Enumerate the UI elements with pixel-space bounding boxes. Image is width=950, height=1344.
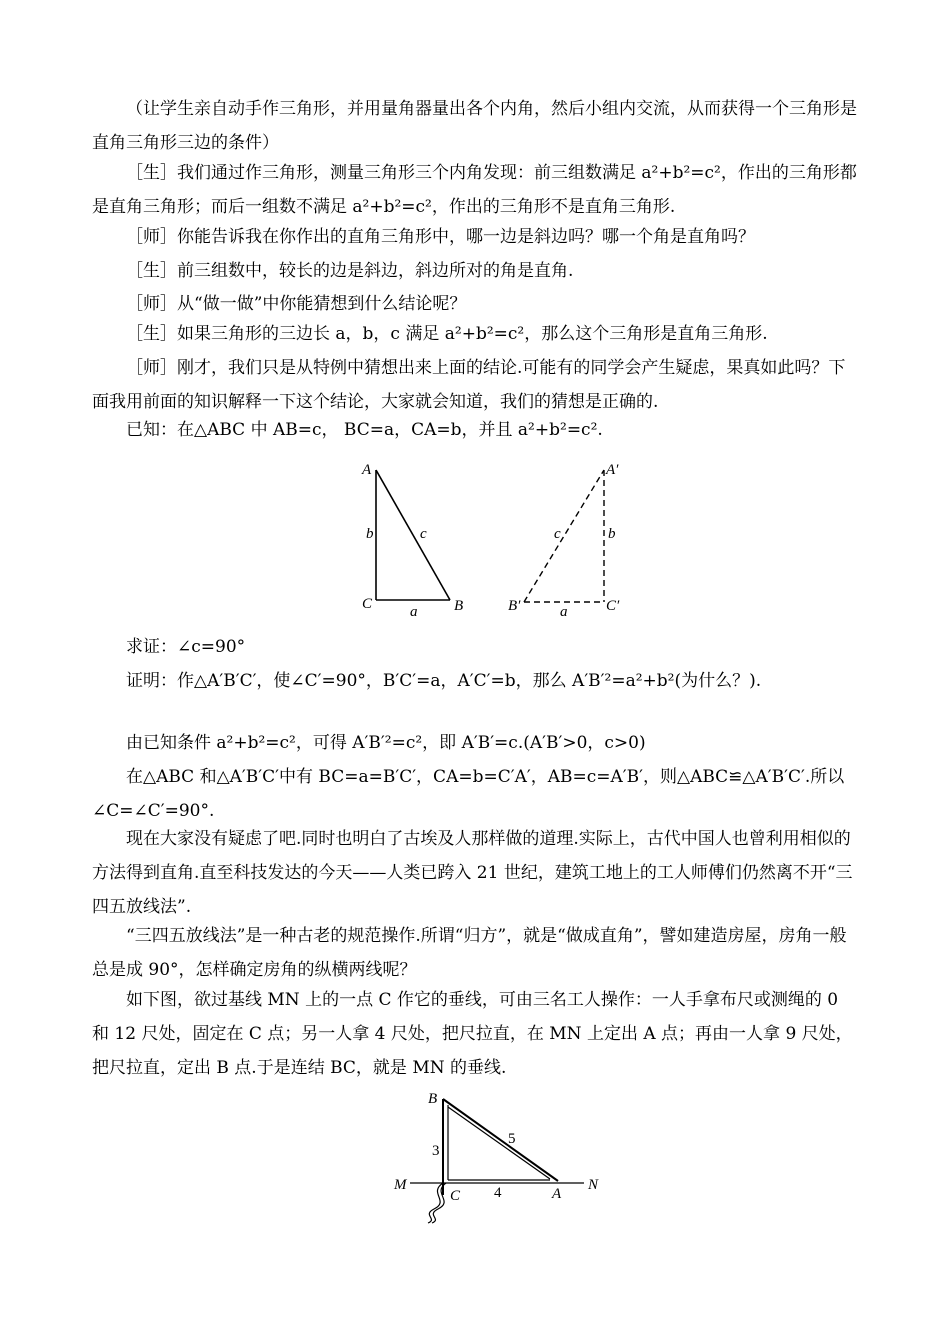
label-c: c [420,526,427,542]
label-N: N [588,1177,599,1193]
label-A: A [362,462,372,478]
paragraph-14: “三四五放线法”是一种古老的规范操作.所谓“归方”，就是“做成直角”，譬如建造房屋，房角一般总是成 90°，怎样确定房角的纵横两线呢？ [92,926,847,980]
label-M: M [394,1177,407,1193]
label-side-5: 5 [508,1131,516,1147]
label-C-fig2: C [450,1188,461,1204]
label-C-prime: C′ [606,598,620,614]
label-c-prime: c [554,526,561,542]
paragraph-13: 现在大家没有疑虑了吧.同时也明白了古埃及人那样做的道理.实际上，古代中国人也曾利用相似的方法得到直角.直至科技发达的今天——人类已跨入 21 世纪，建筑工地上的工人师傅们仍然离不开“三四五放线法”. [92,829,853,917]
label-b: b [366,526,374,542]
label-a: a [410,604,418,620]
paragraph-4: ［生］前三组数中，较长的边是斜边，斜边所对的角是直角. [126,261,574,281]
label-B-fig2: B [428,1091,438,1107]
paragraph-1: （让学生亲自动手作三角形，并用量角器量出各个内角，然后小组内交流，从而获得一个三角形是直角三角形三边的条件） [92,99,857,153]
label-B: B [454,598,464,614]
label-C: C [362,596,373,612]
paragraph-7: ［师］刚才，我们只是从特例中猜想出来上面的结论.可能有的同学会产生疑虑，果真如此吗？下面我用前面的知识解释一下这个结论，大家就会知道，我们的猜想是正确的. [92,358,846,412]
label-B-prime: B′ [508,598,521,614]
paragraph-8: 已知：在△ABC 中 AB=c， BC=a，CA=b，并且 a²+b²=c². [126,420,603,440]
label-side-4: 4 [494,1185,502,1201]
paragraph-5: ［师］从“做一做”中你能猜想到什么结论呢？ [126,294,467,314]
figure-triangles-abc [350,448,640,623]
paragraph-6: ［生］如果三角形的三边长 a，b，c 满足 a²+b²=c²，那么这个三角形是直角三角形. [126,324,768,344]
paragraph-15: 如下图，欲过基线 MN 上的一点 C 作它的垂线，可由三名工人操作：一人手拿布尺或测绳的 0 和 12 尺处，固定在 C 点；另一人拿 4 尺处，把尺拉直，在 MN 上定出 A 点；再由一人拿 9 尺处，把尺拉直，定出 B 点.于是连结 BC，就是 MN 的垂线. [92,990,853,1078]
paragraph-10: 证明：作△A′B′C′，使∠C′=90°，B′C′=a，A′C′=b，那么 A′B′²=a²+b²(为什么？). [126,671,762,691]
label-side-3: 3 [432,1143,440,1159]
label-A-fig2: A [552,1186,562,1202]
paragraph-3: ［师］你能告诉我在你作出的直角三角形中，哪一边是斜边吗？哪一个角是直角吗？ [126,227,755,247]
paragraph-12: 在△ABC 和△A′B′C′中有 BC=a=B′C′，CA=b=C′A′，AB=c=A′B′，则△ABC≌△A′B′C′.所以∠C=∠C′=90°. [92,767,845,821]
paragraph-11: 由已知条件 a²+b²=c²，可得 A′B′²=c²，即 A′B′=c.(A′B′>0，c>0) [126,733,646,753]
label-a-prime: a [560,604,568,620]
paragraph-2: ［生］我们通过作三角形，测量三角形三个内角发现：前三组数满足 a²+b²=c²，作出的三角形都是直角三角形；而后一组数不满足 a²+b²=c²，作出的三角形不是直角三角形. [92,163,857,217]
label-A-prime: A′ [606,462,619,478]
paragraph-9: 求证：∠c=90° [126,637,246,657]
figure-three-four-five [388,1085,608,1225]
label-b-prime: b [608,526,616,542]
